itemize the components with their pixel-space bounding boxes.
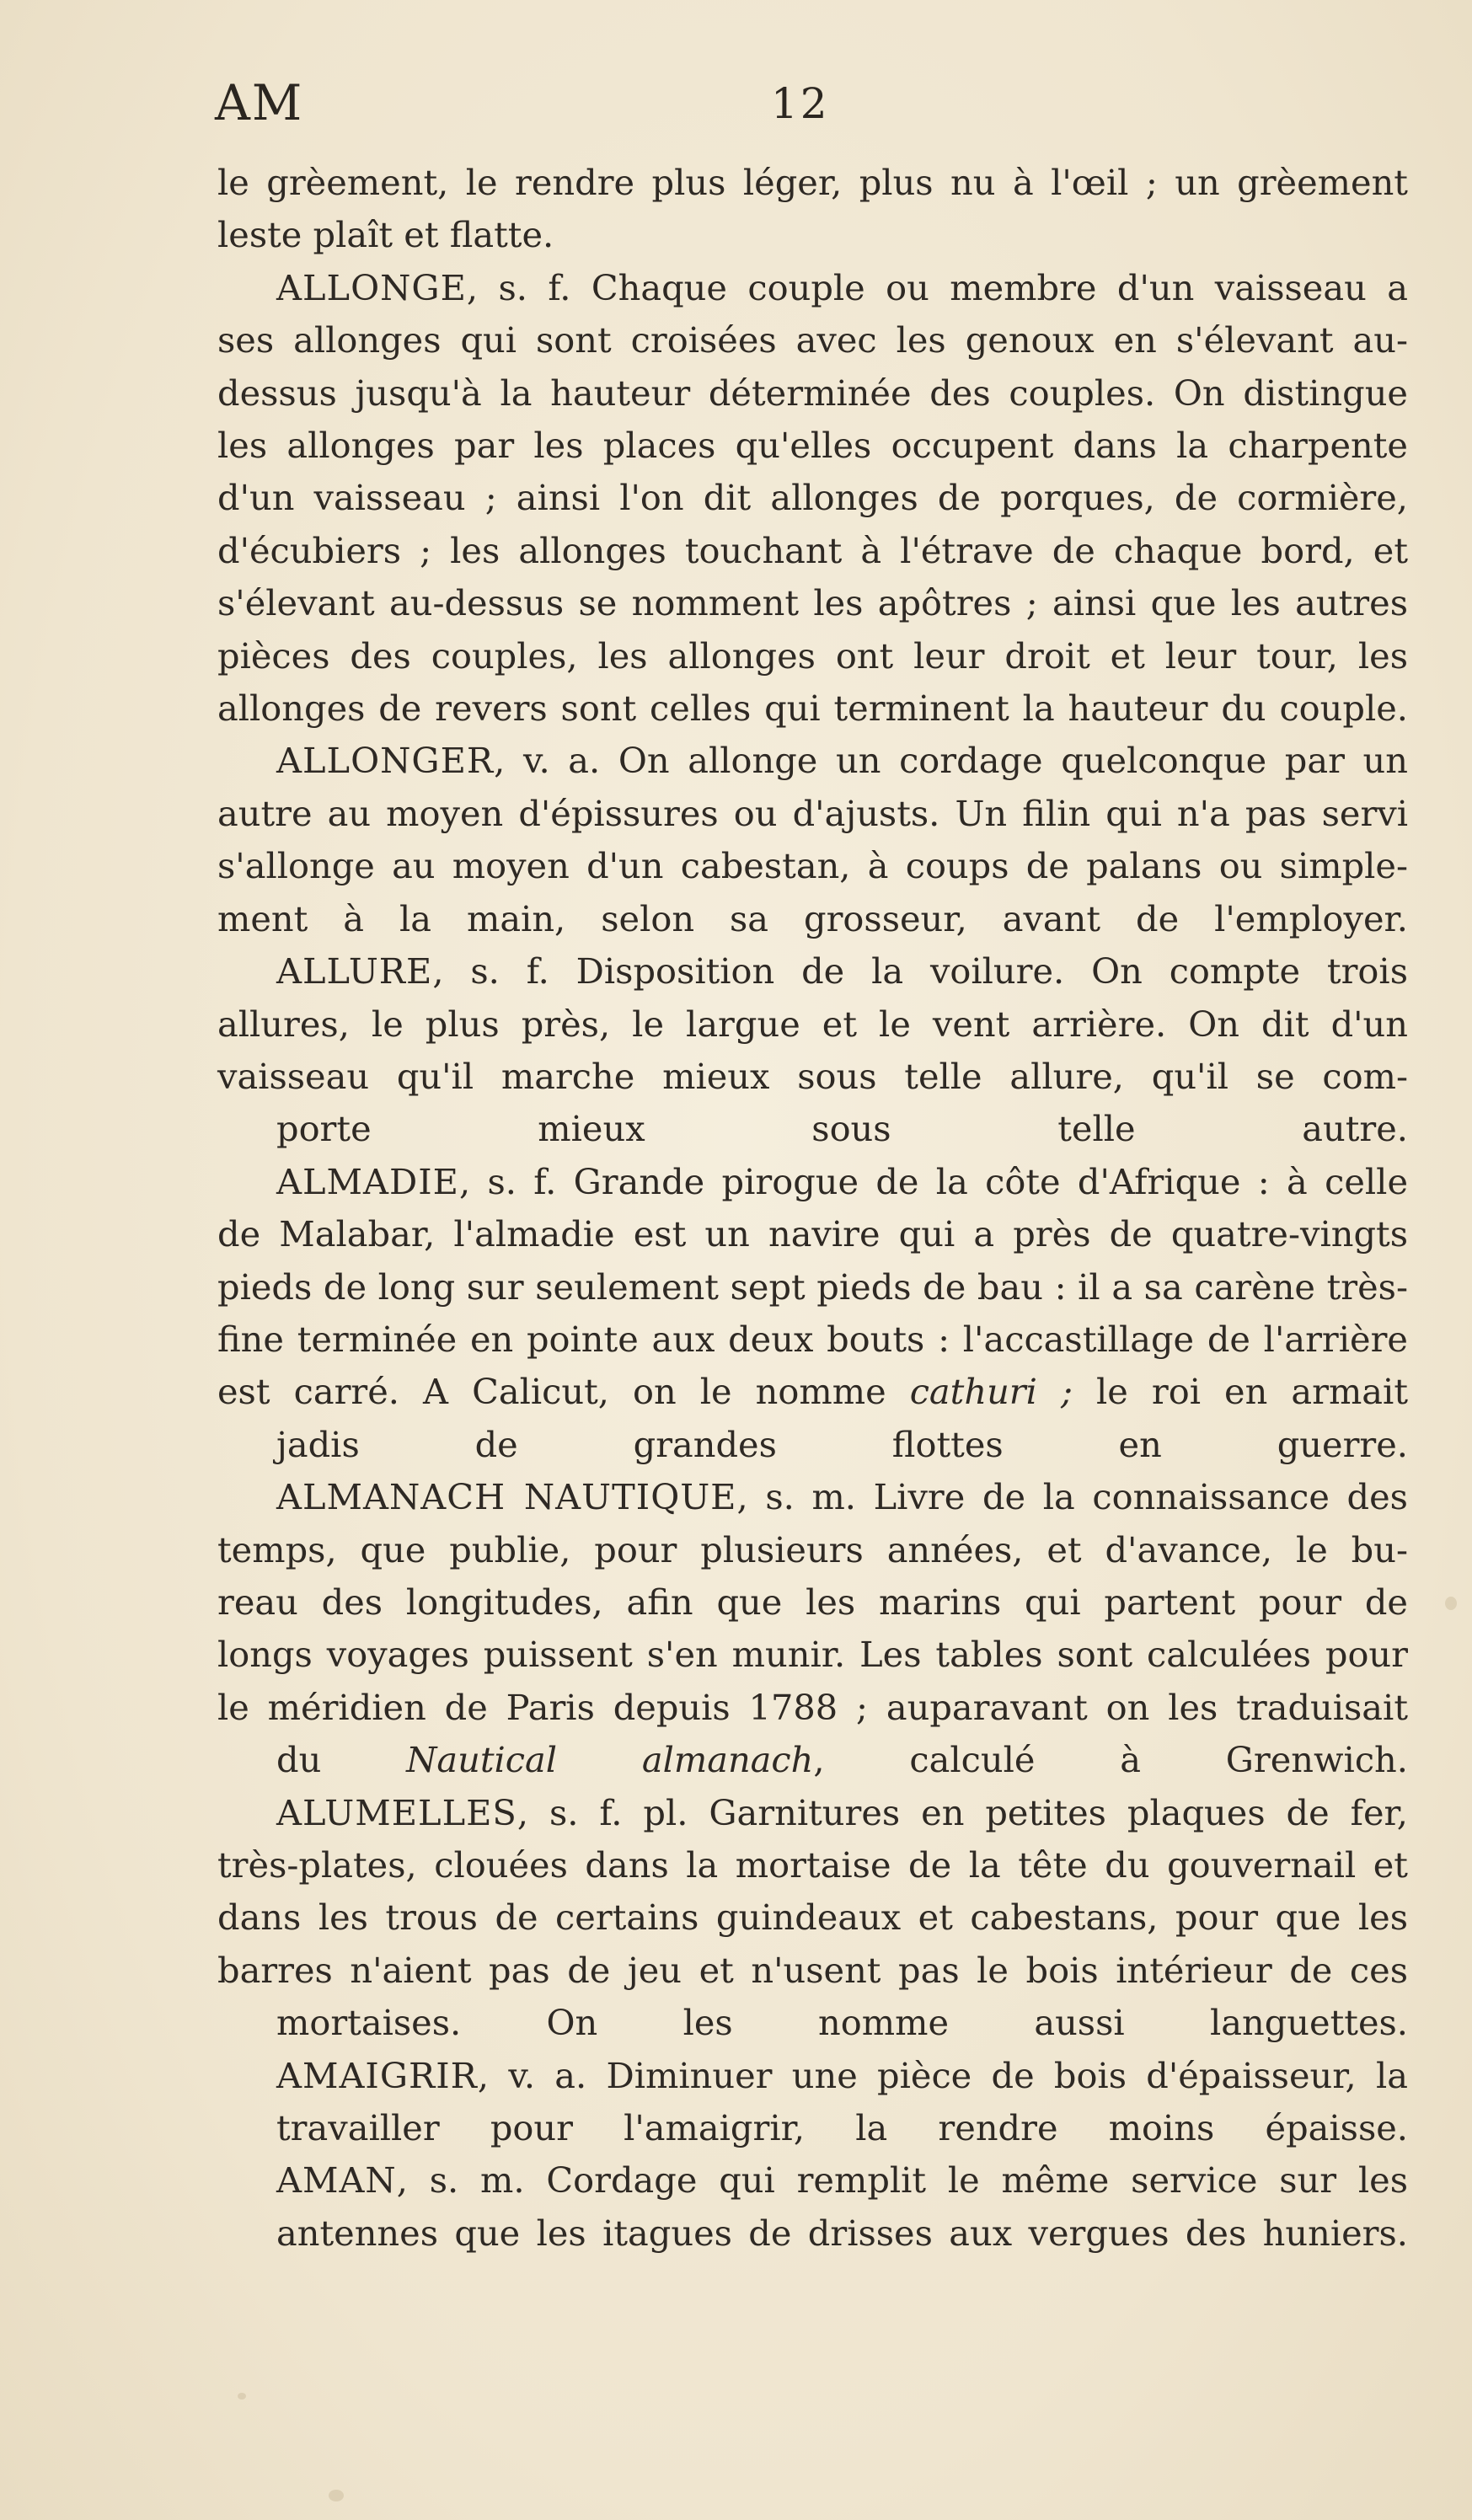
entry-continuation: le grèement, le rendre plus léger, plus nu à l'œil ; un grèement leste plaît et flatte. (217, 162, 1408, 256)
italic-term: cathuri ; (909, 1371, 1073, 1413)
entry-aman: AMAN, s. m. Cordage qui remplit le même service sur les antennes que les itagues de drisses aux vergues des huniers. (276, 2159, 1408, 2254)
entry-amaigrir: AMAIGRIR, v. a. Diminuer une pièce de bois d'épaisseur, la travailler pour l'amaigrir, la rendre moins épaisse. (276, 2054, 1408, 2149)
entry-allure: ALLURE, s. f. Disposition de la voilure. On compte trois allures, le plus près, le largue et le vent arrière. On dit d'un vaisseau qu'il marche mieux sous telle allure, qu'il se com- porte mieux sous telle autre. (217, 950, 1408, 1150)
headword: ALLONGER (276, 740, 495, 782)
headword: ALUMELLES (276, 1791, 517, 1833)
entry-alumelles: ALUMELLES, s. f. pl. Garnitures en petites plaques de fer, très-plates, clouées dans la mortaise de la tête du gouvernail et dans les trous de certains guindeaux et cabestans, pour que les barres n'aient pas de jeu et n'usent pas le bois intérieur de ces mortaises. On les nomme aussi languettes. (217, 1791, 1408, 2044)
headword: ALMADIE (276, 1160, 459, 1202)
headword: AMAIGRIR (276, 2054, 478, 2096)
entry-almanach-nautique: ALMANACH NAUTIQUE, s. m. Livre de la connaissance des temps, que publie, pour plusieurs années, et d'avance, le bu- reau des longitudes, afin que les marins qui partent pour de longs voyages puissent s'en munir. Les tables sont calculées pour le méridien de Paris depuis 1788 ; auparavant on les traduisait du Nautical almanach, calculé à Grenwich. (217, 1476, 1408, 1781)
headword: ALLONGE (276, 266, 467, 308)
foxing-spot (238, 2393, 246, 2400)
dictionary-text (217, 157, 1408, 2260)
running-head: AM (215, 74, 304, 131)
headword: ALLURE (276, 950, 433, 992)
entry-almadie: ALMADIE, s. f. Grande pirogue de la côte d'Afrique : à celle de Malabar, l'almadie est un navire qui a près de quatre-vingts pieds de long sur seulement sept pieds de bau : il a sa carène très- fine terminée en pointe aux deux bouts : l'accastillage de l'arrière est carré. A Calicut, on le nomme cathuri ; le roi en armait jadis de grandes flottes en guerre. (217, 1160, 1408, 1465)
foxing-spot (1445, 1597, 1457, 1610)
page-number: 12 (771, 79, 830, 128)
italic-term: Nautical almanach (406, 1739, 814, 1781)
headword: ALMANACH NAUTIQUE (276, 1476, 737, 1518)
entry-allonger: ALLONGER, v. a. On allonge un cordage quelconque par un autre au moyen d'épissures ou d'ajusts. Un filin qui n'a pas servi s'allonge au moyen d'un cabestan, à coups de palans ou simple- ment à la main, selon sa grosseur, avant de l'employer. (217, 740, 1408, 939)
page-header (215, 74, 1411, 142)
headword: AMAN (276, 2159, 397, 2202)
entry-allonge: ALLONGE, s. f. Chaque couple ou membre d'un vaisseau a ses allonges qui sont croisées avec les genoux en s'élevant au- dessus jusqu'à la hauteur déterminée des couples. On distingue les allonges par les places qu'elles occupent dans la charpente d'un vaisseau ; ainsi l'on dit allonges de porques, de cormière, d'écubiers ; les allonges touchant à l'étrave de chaque bord, et s'élevant au-dessus se nomment les apôtres ; ainsi que les autres pièces des couples, les allonges ont leur droit et leur tour, les allonges de revers sont celles qui terminent la hauteur du couple. (217, 266, 1408, 730)
foxing-spot (329, 2490, 344, 2501)
